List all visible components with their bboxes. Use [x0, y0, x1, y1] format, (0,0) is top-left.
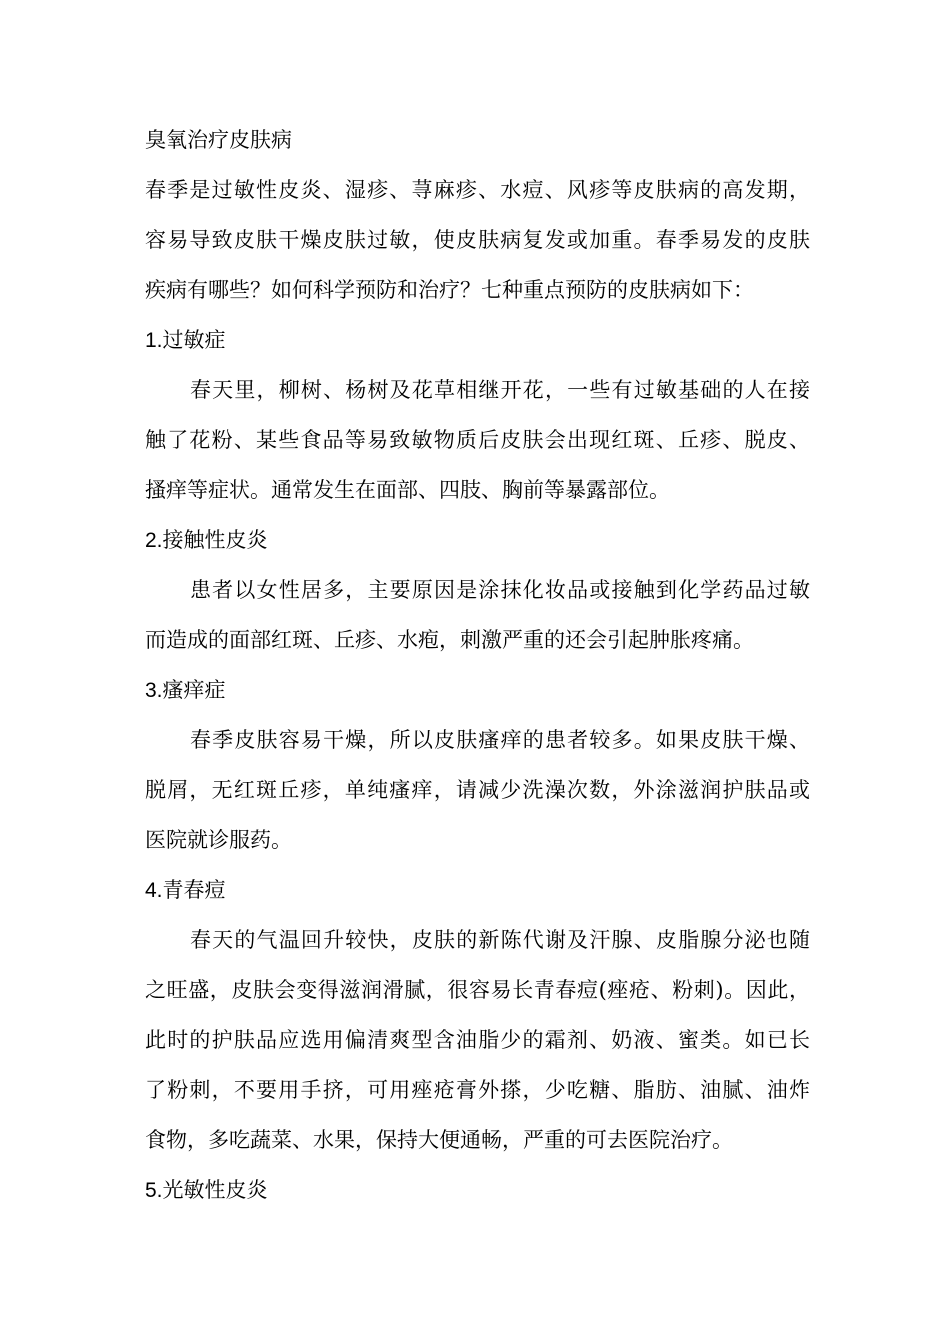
paragraph-line: 春天的气温回升较快，皮肤的新陈代谢及汗腺、皮脂腺分泌也随: [190, 928, 810, 952]
section-number: 2.: [145, 529, 163, 552]
paragraph-line: 脱屑，无红斑丘疹，单纯瘙痒，请减少洗澡次数，外涂滋润护肤品或: [145, 778, 810, 802]
section-heading: [145, 665, 810, 715]
paragraph-line: 食物，多吃蔬菜、水果，保持大便通畅，严重的可去医院治疗。: [145, 1128, 733, 1152]
intro-line: 疾病有哪些？如何科学预防和治疗？七种重点预防的皮肤病如下：: [145, 278, 754, 302]
section-heading: [145, 1165, 810, 1215]
paragraph-line: 患者以女性居多，主要原因是涂抹化妆品或接触到化学药品过敏: [190, 578, 810, 602]
paragraph-line: 医院就诊服药。: [145, 828, 292, 852]
paragraph-line: 之旺盛，皮肤会变得滋润滑腻，很容易长青春痘(痤疮、粉刺)。因此，: [145, 978, 810, 1002]
paragraph-line: 搔痒等症状。通常发生在面部、四肢、胸前等暴露部位。: [145, 478, 670, 502]
paragraph-line: 春季皮肤容易干燥，所以皮肤瘙痒的患者较多。如果皮肤干燥、: [190, 728, 810, 752]
section-heading-text: 青春痘: [162, 878, 226, 902]
paragraph-line: 此时的护肤品应选用偏清爽型含油脂少的霜剂、奶液、蜜类。如已长: [145, 1028, 810, 1052]
section-number: 5.: [145, 1179, 163, 1202]
paragraph-line: 春天里，柳树、杨树及花草相继开花，一些有过敏基础的人在接: [190, 378, 810, 402]
document-title: 臭氧治疗皮肤病: [145, 128, 292, 152]
section-heading-text: 接触性皮炎: [162, 528, 268, 552]
paragraph-line: 而造成的面部红斑、丘疹、水疱，刺激严重的还会引起肿胀疼痛。: [145, 628, 754, 652]
section-heading: [145, 515, 810, 565]
section-heading-text: 过敏症: [162, 328, 226, 352]
section-heading-text: 瘙痒症: [162, 678, 226, 702]
section-number: 1.: [145, 329, 163, 352]
paragraph-line: 了粉刺，不要用手挤，可用痤疮膏外搽，少吃糖、脂肪、油腻、油炸: [145, 1078, 810, 1102]
section-heading: [145, 315, 810, 365]
intro-line: 春季是过敏性皮炎、湿疹、荨麻疹、水痘、风疹等皮肤病的高发期，: [145, 178, 810, 202]
section-heading: [145, 865, 810, 915]
paragraph-line: 触了花粉、某些食品等易致敏物质后皮肤会出现红斑、丘疹、脱皮、: [145, 428, 810, 452]
section-heading-text: 光敏性皮炎: [162, 1178, 268, 1202]
document-body: [145, 115, 810, 1215]
intro-line: 容易导致皮肤干燥皮肤过敏，使皮肤病复发或加重。春季易发的皮肤: [145, 228, 810, 252]
section-number: 4.: [145, 879, 163, 902]
section-number: 3.: [145, 679, 163, 702]
